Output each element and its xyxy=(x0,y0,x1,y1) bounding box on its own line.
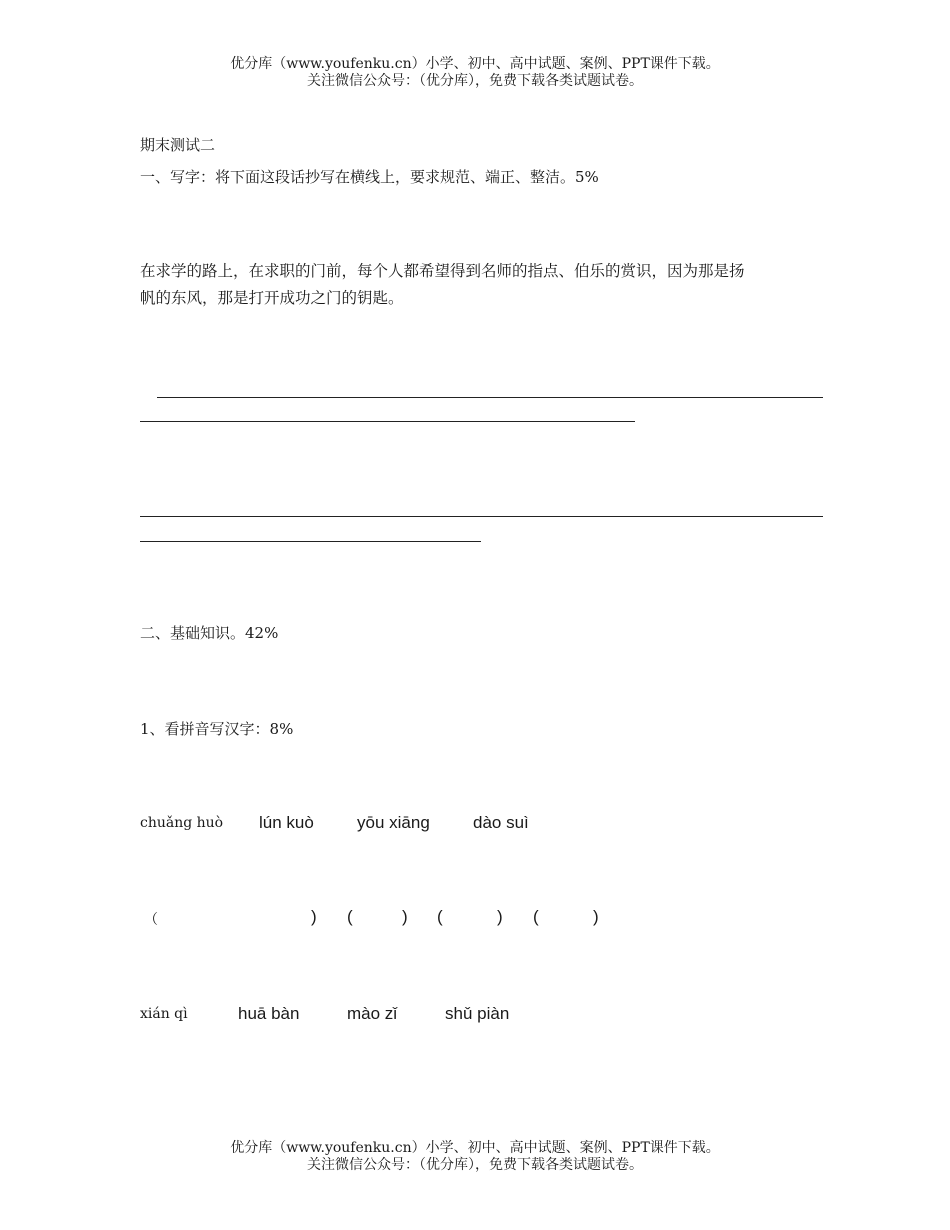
page-header xyxy=(0,56,950,90)
bracket-close: ) xyxy=(497,907,503,926)
pinyin-item: chuǎng huò xyxy=(140,815,224,831)
pinyin-item: mào zǐ xyxy=(347,1004,398,1023)
footer-line-1: 优分库（www.youfenku.cn）小学、初中、高中试题、案例、PPT课件下载。 xyxy=(230,1140,720,1156)
writing-line-2[interactable] xyxy=(140,421,635,422)
header-line-1: 优分库（www.youfenku.cn）小学、初中、高中试题、案例、PPT课件下载。 xyxy=(230,56,720,72)
header-line-2: 关注微信公众号：（优分库），免费下载各类试题试卷。 xyxy=(307,73,643,89)
bracket-open: （ xyxy=(144,912,158,928)
bracket-close: ) xyxy=(593,907,599,926)
pinyin-row-2 xyxy=(0,1004,950,1028)
section1-passage xyxy=(140,258,830,312)
footer-line-2: 关注微信公众号：（优分库），免费下载各类试题试卷。 xyxy=(307,1157,643,1173)
bracket-open: ( xyxy=(347,907,353,926)
pinyin-item: huā bàn xyxy=(238,1004,300,1023)
section2-heading: 二、基础知识。42% xyxy=(140,624,279,642)
passage-line-1: 在求学的路上，在求职的门前，每个人都希望得到名师的指点、伯乐的赏识，因为那是扬 xyxy=(140,262,745,280)
pinyin-item: shǔ piàn xyxy=(445,1004,510,1023)
q1-label: 1、看拼音写汉字：8% xyxy=(140,720,294,738)
bracket-close: ) xyxy=(402,907,408,926)
passage-line-2: 帆的东风，那是打开成功之门的钥匙。 xyxy=(140,289,404,307)
section1-heading: 一、写字：将下面这段话抄写在横线上，要求规范、端正、整洁。5% xyxy=(140,168,599,186)
bracket-open: ( xyxy=(533,907,539,926)
writing-line-1[interactable] xyxy=(157,397,823,398)
page-footer xyxy=(0,1140,950,1174)
pinyin-item: dào suì xyxy=(473,813,529,832)
bracket-open: ( xyxy=(437,907,443,926)
answer-brackets-row xyxy=(0,907,950,931)
pinyin-row-1 xyxy=(0,813,950,837)
pinyin-item: yōu xiāng xyxy=(357,813,430,832)
pinyin-item: xián qì xyxy=(140,1006,188,1022)
pinyin-item: lún kuò xyxy=(259,813,314,832)
doc-title: 期末测试二 xyxy=(140,136,216,154)
writing-line-3[interactable] xyxy=(140,516,823,517)
bracket-close: ) xyxy=(311,907,317,926)
writing-line-4[interactable] xyxy=(140,541,481,542)
